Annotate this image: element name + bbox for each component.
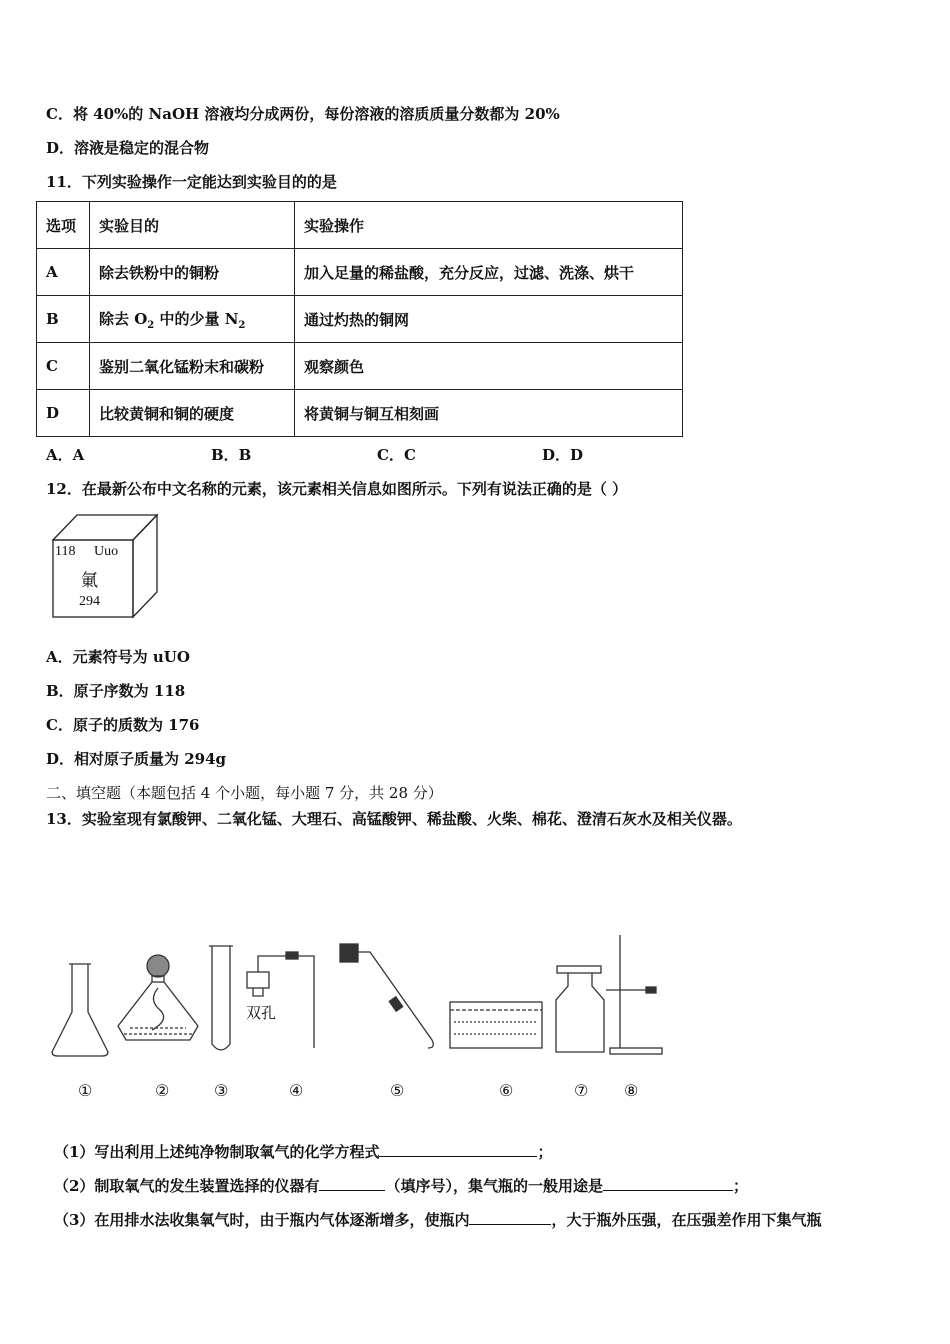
answer-blank[interactable] <box>379 1142 537 1157</box>
water-trough-icon <box>450 1002 542 1048</box>
answer-blank[interactable] <box>319 1176 385 1191</box>
q12-option-c: C．原子的质数为 176 <box>46 716 200 734</box>
row-purpose: 除去铁粉中的铜粉 <box>90 249 295 296</box>
answer-blank[interactable] <box>469 1210 551 1225</box>
row-operation: 观察颜色 <box>295 343 683 390</box>
gas-collecting-bottle-icon <box>556 966 604 1052</box>
row-purpose: 鉴别二氧化锰粉末和碳粉 <box>90 343 295 390</box>
table-row <box>37 249 683 296</box>
q11-stem: 11．下列实验操作一定能达到实验目的的是 <box>46 173 337 191</box>
table-row <box>37 343 683 390</box>
q12-option-a: A．元素符号为 uUO <box>46 648 190 666</box>
q12-option-d: D．相对原子质量为 294g <box>46 750 227 768</box>
answer-blank[interactable] <box>603 1176 733 1191</box>
row-key: C <box>37 343 90 390</box>
section-heading: 二、填空题（本题包括 4 个小题，每小题 7 分，共 28 分） <box>46 784 443 802</box>
row-key: B <box>37 296 90 343</box>
q10-option-c: C．将 40%的 NaOH 溶液均分成两份，每份溶液的溶质质量分数都为 20% <box>46 105 560 123</box>
table-row <box>37 296 683 343</box>
q11-option-a: A．A <box>46 446 85 464</box>
element-name: 氭 <box>81 571 98 591</box>
q11-option-d: D．D <box>542 446 584 464</box>
q13-sub3: （3）在用排水法收集氧气时，由于瓶内气体逐渐增多，使瓶内 ，大于瓶外压强，在压强差作用下集气瓶 <box>54 1211 822 1229</box>
element-cube <box>50 512 162 624</box>
apparatus-number: ① <box>78 1081 93 1100</box>
row-operation: 将黄铜与铜互相刻画 <box>295 390 683 437</box>
row-key: D <box>37 390 90 437</box>
header-purpose: 实验目的 <box>90 202 295 249</box>
element-number: 118 <box>55 544 76 559</box>
q12-stem: 12．在最新公布中文名称的元素，该元素相关信息如图所示。下列有说法正确的是（ ） <box>46 480 628 498</box>
apparatus-number: ③ <box>214 1081 229 1100</box>
apparatus-number: ② <box>155 1081 170 1100</box>
q11-option-b: B．B <box>211 446 252 464</box>
table-header-row <box>37 202 683 249</box>
q11-table <box>36 201 683 437</box>
row-purpose: 比较黄铜和铜的硬度 <box>90 390 295 437</box>
header-option: 选项 <box>37 202 90 249</box>
element-symbol: Uuo <box>94 544 119 559</box>
stopper-tube-icon <box>247 952 314 1048</box>
apparatus-number: ⑧ <box>624 1081 639 1100</box>
test-tube-icon <box>209 946 233 1050</box>
q12-option-b: B．原子序数为 118 <box>46 682 186 700</box>
q13-sub2: （2）制取氧气的发生装置选择的仪器有 （填序号），集气瓶的一般用途是 ； <box>54 1177 748 1195</box>
apparatus-figure <box>40 930 680 1114</box>
q11-option-c: C．C <box>377 446 416 464</box>
apparatus-number: ⑤ <box>390 1081 405 1100</box>
apparatus-number: ⑥ <box>499 1081 514 1100</box>
row-operation: 通过灼热的铜网 <box>295 296 683 343</box>
element-mass: 294 <box>79 594 100 609</box>
alcohol-lamp-icon <box>118 955 198 1040</box>
header-operation: 实验操作 <box>295 202 683 249</box>
q10-option-d: D．溶液是稳定的混合物 <box>46 139 210 157</box>
conical-flask-icon <box>52 964 108 1056</box>
q13-sub1: （1）写出利用上述纯净物制取氧气的化学方程式 ； <box>54 1143 553 1161</box>
row-operation: 加入足量的稀盐酸，充分反应，过滤、洗涤、烘干 <box>295 249 683 296</box>
apparatus-number: ⑦ <box>574 1081 589 1100</box>
apparatus-number: ④ <box>289 1081 304 1100</box>
iron-stand-icon <box>606 935 662 1054</box>
q13-stem: 13．实验室现有氯酸钾、二氧化锰、大理石、高锰酸钾、稀盐酸、火柴、棉花、澄清石灰水及相关仪器。 <box>46 810 742 828</box>
double-hole-label: 双孔 <box>246 1004 277 1022</box>
row-purpose: 除去 $O_2$ 中的少量 $N_2$ <box>90 296 295 343</box>
table-row <box>37 390 683 437</box>
bent-tube-icon <box>340 944 433 1048</box>
row-key: A <box>37 249 90 296</box>
